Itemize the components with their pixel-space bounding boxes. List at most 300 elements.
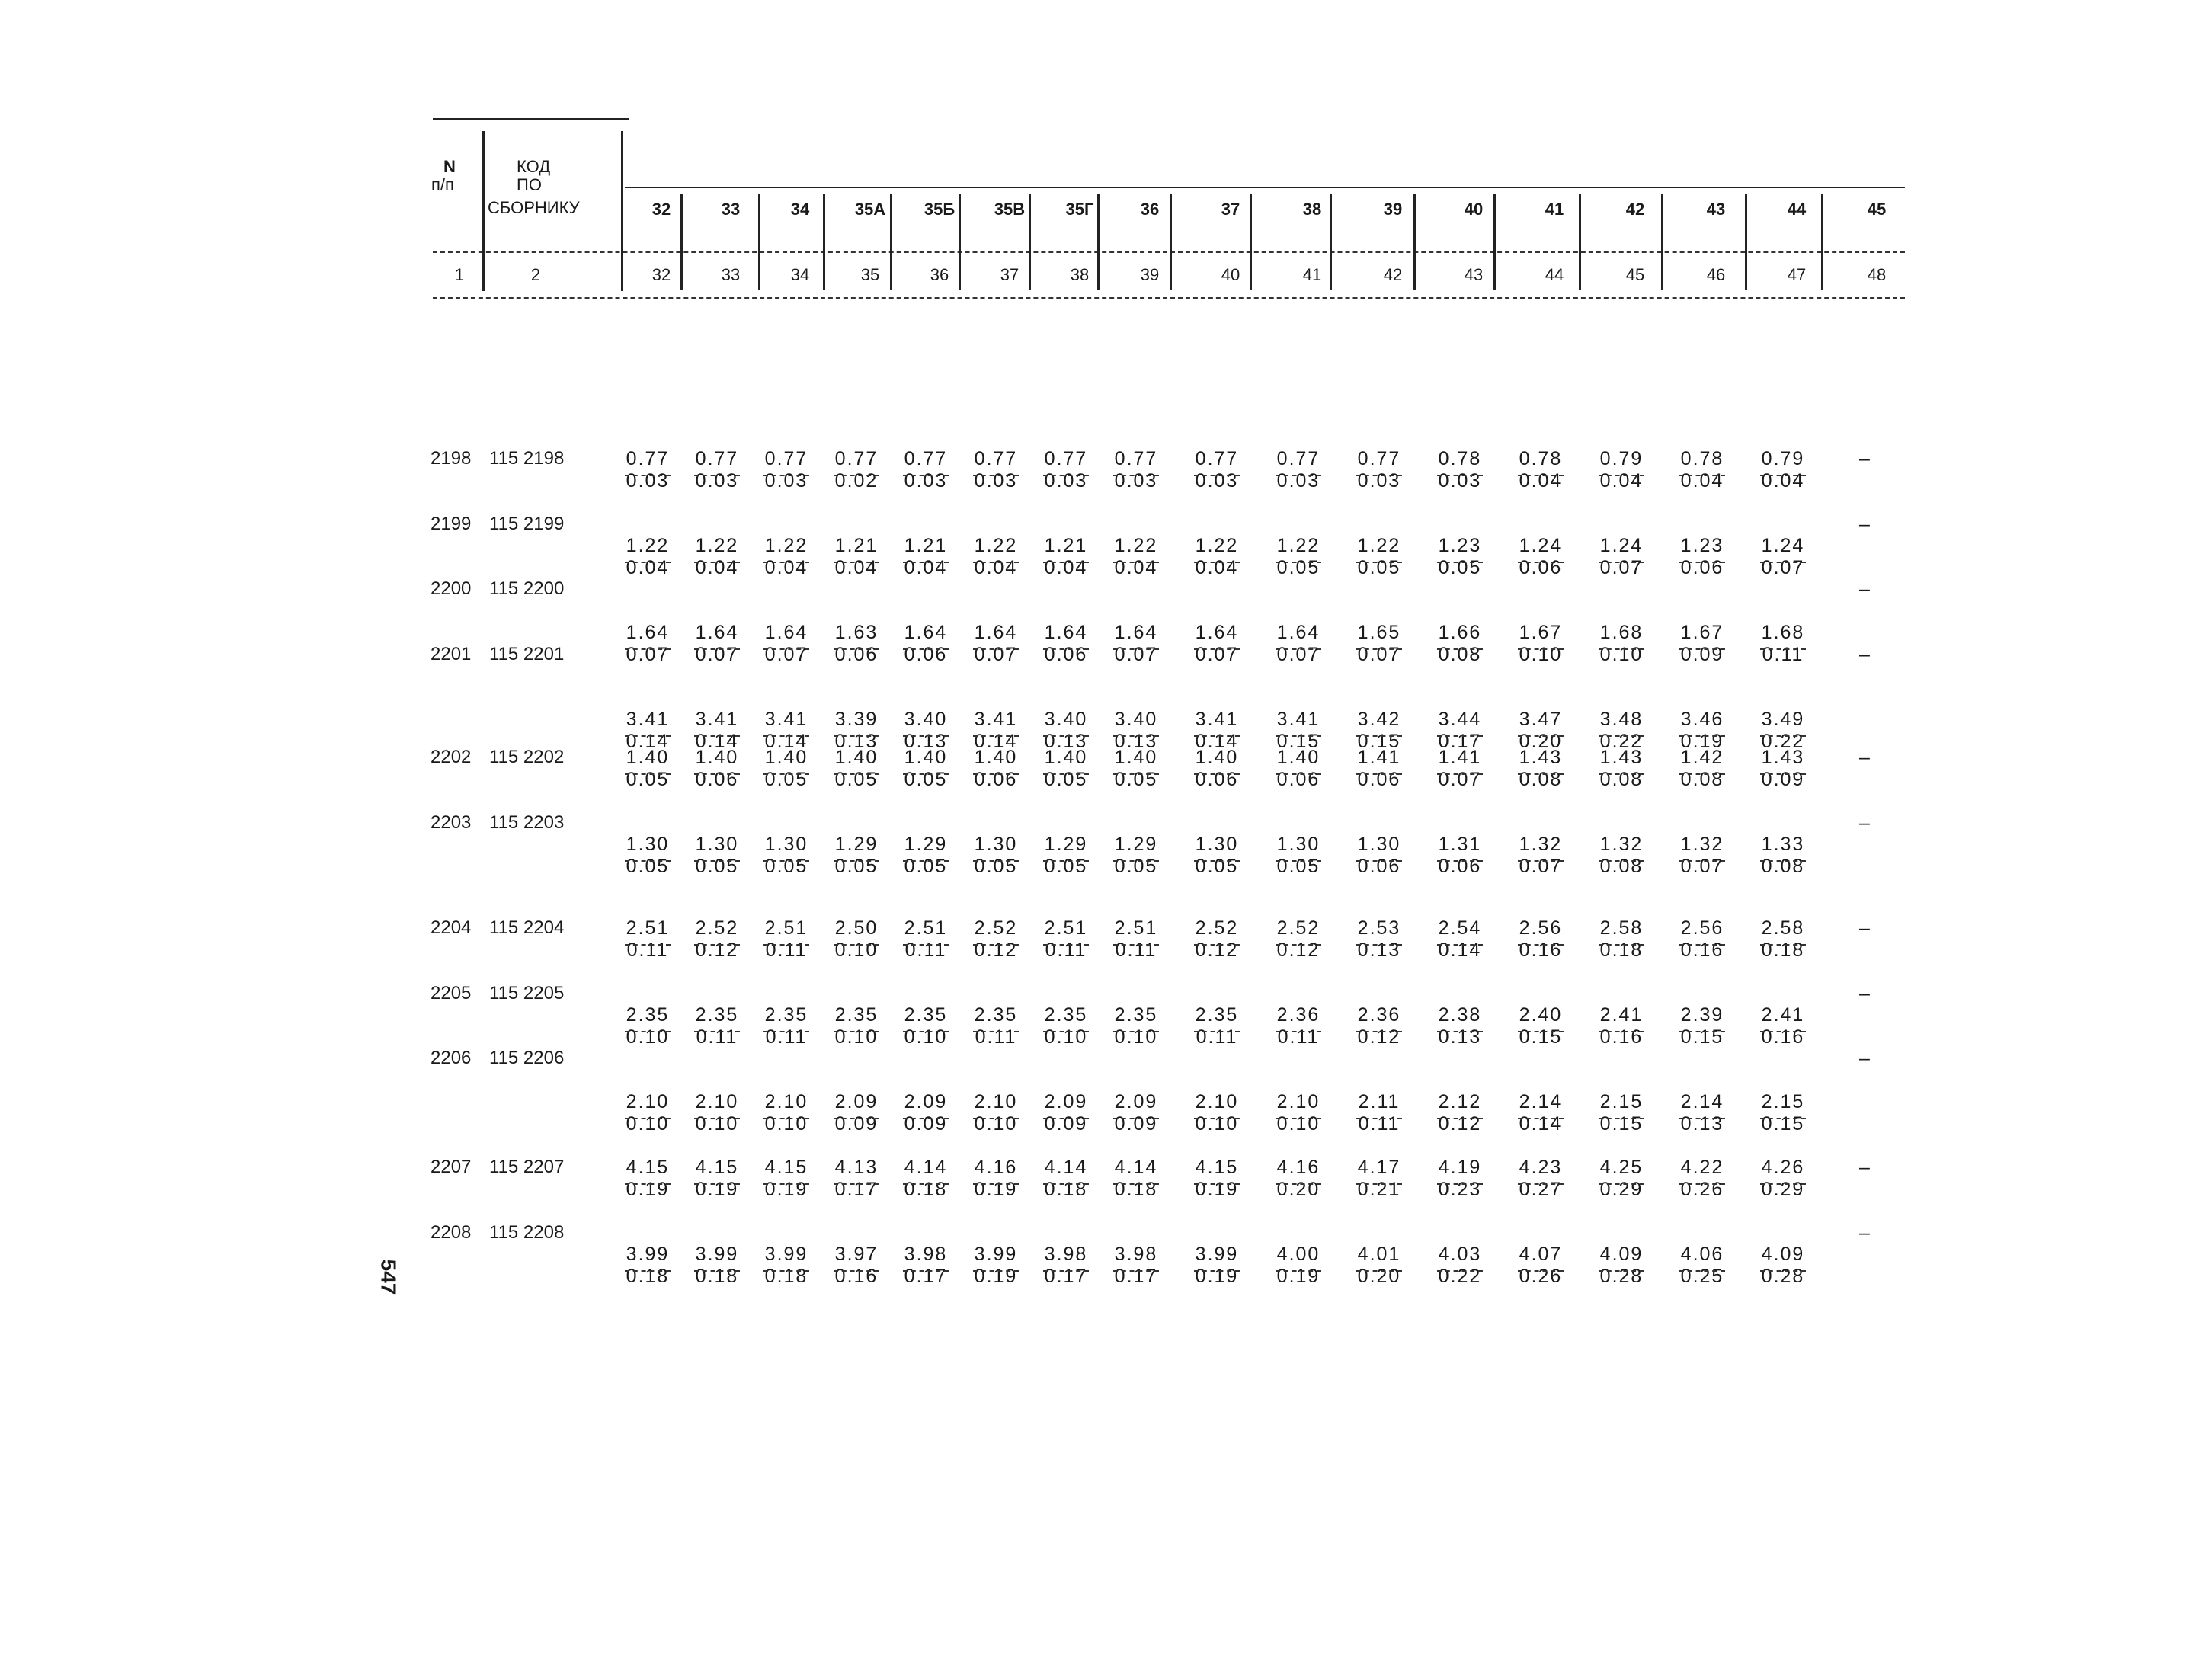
value-cell: 0.19 (1195, 1178, 1239, 1200)
header-vline (1170, 194, 1172, 290)
value-cell: 1.30 (695, 834, 739, 855)
value-cell: 0.20 (1276, 1178, 1320, 1200)
fraction-bar (1356, 860, 1402, 862)
value-cell: 0.07 (764, 643, 808, 665)
fraction-bar (625, 1031, 671, 1032)
value-cell: 2.52 (1276, 917, 1320, 939)
value-cell: 4.14 (1114, 1157, 1158, 1178)
value-cell: 0.15 (1680, 1026, 1724, 1048)
header-vline (1493, 194, 1496, 290)
value-cell: 2.41 (1761, 1004, 1805, 1026)
fraction-bar (1113, 735, 1159, 737)
fraction-bar (1356, 648, 1402, 650)
header-divider-rule (433, 251, 1905, 253)
value-cell: 0.13 (1044, 730, 1088, 752)
value-cell: 2.53 (1357, 917, 1401, 939)
value-cell: 0.11 (696, 1026, 738, 1048)
value-cell: 3.41 (1195, 709, 1239, 730)
row-code: 115 2201 (489, 643, 565, 664)
value-cell: 0.13 (834, 730, 879, 752)
value-cell: 1.41 (1438, 747, 1482, 768)
value-cell: 1.41 (1357, 747, 1401, 768)
header-vline (482, 131, 485, 291)
value-cell: 4.23 (1519, 1157, 1563, 1178)
fraction-bar (1113, 1118, 1159, 1119)
numbering-cell: 39 (1140, 265, 1160, 284)
fraction-bar (1043, 1183, 1089, 1185)
value-cell: 0.02 (834, 469, 879, 491)
row-code: 115 2203 (489, 811, 565, 833)
value-cell: 3.99 (695, 1243, 739, 1265)
fraction-bar (763, 475, 809, 476)
value-cell: 3.99 (764, 1243, 808, 1265)
value-cell: 0.05 (1044, 855, 1088, 877)
fraction-bar (1276, 944, 1321, 946)
header-top-rule (433, 118, 629, 120)
fraction-bar (1518, 648, 1564, 650)
value-cell: 0.13 (1438, 1026, 1482, 1048)
value-cell: 2.41 (1599, 1004, 1644, 1026)
value-cell: 0.18 (1599, 939, 1644, 961)
value-cell: 4.06 (1680, 1243, 1724, 1265)
fraction-bar (1760, 735, 1806, 737)
fraction-bar (834, 1270, 879, 1272)
value-cell: 2.51 (626, 917, 670, 939)
value-cell: 4.15 (764, 1157, 808, 1178)
numbering-cell: 35 (860, 265, 880, 284)
value-cell: 1.65 (1357, 622, 1401, 643)
fraction-bar (1518, 562, 1564, 563)
value-cell: 0.19 (1680, 730, 1724, 752)
row-code: 115 2199 (489, 513, 565, 534)
fraction-bar (763, 1270, 809, 1272)
fraction-bar (625, 562, 671, 563)
fraction-bar (1194, 475, 1240, 476)
numbering-cell: 46 (1706, 265, 1726, 284)
value-cell: 0.14 (695, 730, 739, 752)
value-cell: 0.06 (695, 768, 739, 790)
value-cell: 2.11 (1358, 1091, 1401, 1112)
numbering-cell: 34 (790, 265, 810, 284)
value-cell: 2.35 (834, 1004, 879, 1026)
fraction-bar (1437, 475, 1483, 476)
fraction-bar (973, 944, 1019, 946)
fraction-bar (1599, 1183, 1644, 1185)
value-cell: 0.28 (1599, 1265, 1644, 1287)
fraction-bar (1043, 735, 1089, 737)
fraction-bar (903, 562, 949, 563)
value-cell: 0.11 (626, 939, 669, 961)
fraction-bar (694, 562, 740, 563)
value-cell: 0.04 (834, 556, 879, 578)
fraction-bar (1599, 562, 1644, 563)
value-cell: 0.18 (1761, 939, 1805, 961)
fraction-bar (1599, 1118, 1644, 1119)
fraction-bar (625, 773, 671, 775)
fraction-bar (1679, 735, 1725, 737)
row-number: 2200 (431, 578, 472, 599)
group-column-header: 35В (994, 200, 1026, 219)
group-column-header: 37 (1221, 200, 1240, 219)
fraction-bar (1276, 1270, 1321, 1272)
fraction-bar (1760, 860, 1806, 862)
fraction-bar (1043, 1031, 1089, 1032)
value-cell: 1.40 (1276, 747, 1320, 768)
row-code: 115 2205 (489, 982, 565, 1003)
value-cell: 2.36 (1357, 1004, 1401, 1026)
value-cell: 3.41 (764, 709, 808, 730)
header-vline (621, 131, 623, 291)
value-cell: 0.19 (974, 1265, 1018, 1287)
value-cell: 0.07 (626, 643, 670, 665)
value-cell: 0.06 (974, 768, 1018, 790)
value-cell: 2.12 (1438, 1091, 1482, 1112)
value-cell: 0.13 (1357, 939, 1401, 961)
value-cell: 0.03 (1044, 469, 1088, 491)
fraction-bar (763, 773, 809, 775)
value-cell: 3.99 (974, 1243, 1018, 1265)
value-cell: 1.22 (1276, 535, 1320, 556)
fraction-bar (763, 562, 809, 563)
value-cell: 4.09 (1599, 1243, 1644, 1265)
fraction-bar (1194, 1118, 1240, 1119)
fraction-bar (903, 1270, 949, 1272)
header-vline (1330, 194, 1332, 290)
value-cell: 0.03 (1114, 469, 1158, 491)
fraction-bar (973, 773, 1019, 775)
header-vline (1250, 194, 1252, 290)
value-cell: 0.11 (1115, 939, 1157, 961)
fraction-bar (1518, 1183, 1564, 1185)
value-cell: 0.14 (974, 730, 1018, 752)
fraction-bar (834, 1118, 879, 1119)
value-cell: 2.35 (974, 1004, 1018, 1026)
value-cell: 0.23 (1438, 1178, 1482, 1200)
row-number: 2199 (431, 513, 472, 534)
value-cell: 0.15 (1599, 1112, 1644, 1135)
fraction-bar (1356, 1118, 1402, 1119)
value-cell: 0.11 (765, 1026, 808, 1048)
fraction-bar (1437, 944, 1483, 946)
value-cell: 0.03 (974, 469, 1018, 491)
fraction-bar (1356, 1031, 1402, 1032)
header-bottom-rule (433, 297, 1905, 299)
last-column-mark: – (1859, 643, 1871, 665)
value-cell: 0.77 (626, 448, 670, 469)
col1-label-line1: N (443, 157, 456, 176)
value-cell: 0.79 (1599, 448, 1644, 469)
fraction-bar (1043, 1118, 1089, 1119)
value-cell: 1.30 (764, 834, 808, 855)
fraction-bar (1194, 562, 1240, 563)
fraction-bar (625, 735, 671, 737)
value-cell: 1.64 (1195, 622, 1239, 643)
fraction-bar (1113, 944, 1159, 946)
value-cell: 3.49 (1761, 709, 1805, 730)
fraction-bar (1194, 860, 1240, 862)
value-cell: 1.63 (834, 622, 879, 643)
fraction-bar (1599, 735, 1644, 737)
value-cell: 2.51 (904, 917, 948, 939)
fraction-bar (1113, 562, 1159, 563)
value-cell: 0.03 (764, 469, 808, 491)
value-cell: 0.18 (1114, 1178, 1158, 1200)
fraction-bar (1276, 1118, 1321, 1119)
value-cell: 4.13 (834, 1157, 879, 1178)
fraction-bar (834, 773, 879, 775)
fraction-bar (694, 735, 740, 737)
value-cell: 0.11 (1277, 1026, 1320, 1048)
value-cell: 3.40 (1044, 709, 1088, 730)
value-cell: 0.18 (695, 1265, 739, 1287)
value-cell: 2.14 (1680, 1091, 1724, 1112)
group-column-header: 40 (1464, 200, 1484, 219)
value-cell: 0.06 (1438, 855, 1482, 877)
fraction-bar (625, 475, 671, 476)
value-cell: 0.22 (1761, 730, 1805, 752)
value-cell: 0.04 (904, 556, 948, 578)
value-cell: 3.42 (1357, 709, 1401, 730)
fraction-bar (834, 735, 879, 737)
value-cell: 2.09 (834, 1091, 879, 1112)
value-cell: 0.05 (1276, 855, 1320, 877)
value-cell: 0.15 (1276, 730, 1320, 752)
numbering-cell: 37 (1000, 265, 1020, 284)
value-cell: 0.13 (904, 730, 948, 752)
value-cell: 3.47 (1519, 709, 1563, 730)
value-cell: 1.66 (1438, 622, 1482, 643)
fraction-bar (694, 1183, 740, 1185)
value-cell: 1.21 (1044, 535, 1088, 556)
value-cell: 0.08 (1680, 768, 1724, 790)
value-cell: 0.06 (1519, 556, 1563, 578)
fraction-bar (1194, 1031, 1240, 1032)
fraction-bar (1276, 475, 1321, 476)
fraction-bar (1043, 648, 1089, 650)
group-column-header: 41 (1545, 200, 1564, 219)
value-cell: 0.07 (974, 643, 1018, 665)
value-cell: 1.30 (1195, 834, 1239, 855)
value-cell: 0.77 (1276, 448, 1320, 469)
fraction-bar (973, 1118, 1019, 1119)
value-cell: 0.13 (1680, 1112, 1724, 1135)
value-cell: 0.08 (1438, 643, 1482, 665)
fraction-bar (973, 475, 1019, 476)
col2-label-line1: КОД (517, 157, 551, 176)
header-vline (1097, 194, 1100, 290)
fraction-bar (625, 1118, 671, 1119)
row-number: 2204 (431, 917, 472, 938)
fraction-bar (1518, 475, 1564, 476)
value-cell: 1.42 (1680, 747, 1724, 768)
fraction-bar (1599, 475, 1644, 476)
value-cell: 2.35 (904, 1004, 948, 1026)
value-cell: 2.10 (764, 1091, 808, 1112)
last-column-mark: – (1859, 1157, 1871, 1178)
value-cell: 0.10 (834, 1026, 879, 1048)
fraction-bar (973, 860, 1019, 862)
value-cell: 1.64 (1276, 622, 1320, 643)
value-cell: 0.17 (834, 1178, 879, 1200)
fraction-bar (763, 860, 809, 862)
fraction-bar (834, 1031, 879, 1032)
value-cell: 0.20 (1519, 730, 1563, 752)
value-cell: 0.14 (764, 730, 808, 752)
fraction-bar (1356, 1183, 1402, 1185)
value-cell: 2.10 (1195, 1091, 1239, 1112)
value-cell: 0.28 (1761, 1265, 1805, 1287)
group-column-header: 32 (651, 200, 671, 219)
value-cell: 0.04 (1114, 556, 1158, 578)
value-cell: 0.04 (1195, 556, 1239, 578)
fraction-bar (1437, 562, 1483, 563)
fraction-bar (1437, 773, 1483, 775)
fraction-bar (1599, 1031, 1644, 1032)
fraction-bar (834, 944, 879, 946)
value-cell: 0.08 (1599, 768, 1644, 790)
value-cell: 4.26 (1761, 1157, 1805, 1178)
value-cell: 0.16 (1599, 1026, 1644, 1048)
value-cell: 0.12 (1276, 939, 1320, 961)
value-cell: 0.06 (1357, 855, 1401, 877)
value-cell: 1.22 (764, 535, 808, 556)
numbering-cell: 47 (1787, 265, 1807, 284)
value-cell: 4.07 (1519, 1243, 1563, 1265)
fraction-bar (1760, 1270, 1806, 1272)
value-cell: 1.30 (626, 834, 670, 855)
fraction-bar (1599, 860, 1644, 862)
value-cell: 0.14 (626, 730, 670, 752)
value-cell: 2.15 (1761, 1091, 1805, 1112)
fraction-bar (1599, 1270, 1644, 1272)
value-cell: 3.40 (1114, 709, 1158, 730)
page-number: 547 (376, 1259, 401, 1295)
value-cell: 4.16 (1276, 1157, 1320, 1178)
fraction-bar (1276, 1031, 1321, 1032)
value-cell: 2.51 (1114, 917, 1158, 939)
value-cell: 0.19 (1276, 1265, 1320, 1287)
value-cell: 2.51 (1044, 917, 1088, 939)
fraction-bar (1043, 860, 1089, 862)
last-column-mark: – (1859, 448, 1871, 469)
fraction-bar (1437, 735, 1483, 737)
value-cell: 0.14 (1438, 939, 1482, 961)
fraction-bar (973, 735, 1019, 737)
value-cell: 0.04 (695, 556, 739, 578)
numbering-cell: 1 (454, 265, 465, 284)
value-cell: 4.22 (1680, 1157, 1724, 1178)
row-number: 2201 (431, 643, 472, 664)
fraction-bar (1679, 562, 1725, 563)
value-cell: 0.03 (1276, 469, 1320, 491)
fraction-bar (973, 648, 1019, 650)
value-cell: 0.15 (1761, 1112, 1805, 1135)
group-column-header: 35Г (1065, 200, 1094, 219)
value-cell: 3.48 (1599, 709, 1644, 730)
value-cell: 2.35 (764, 1004, 808, 1026)
value-cell: 2.54 (1438, 917, 1482, 939)
value-cell: 0.05 (904, 855, 948, 877)
fraction-bar (763, 1031, 809, 1032)
value-cell: 1.21 (904, 535, 948, 556)
fraction-bar (694, 860, 740, 862)
fraction-bar (834, 860, 879, 862)
value-cell: 1.40 (695, 747, 739, 768)
value-cell: 1.32 (1599, 834, 1644, 855)
fraction-bar (834, 475, 879, 476)
fraction-bar (625, 860, 671, 862)
value-cell: 4.00 (1276, 1243, 1320, 1265)
header-vline (1579, 194, 1581, 290)
fraction-bar (694, 944, 740, 946)
value-cell: 0.15 (1357, 730, 1401, 752)
value-cell: 2.09 (904, 1091, 948, 1112)
value-cell: 1.22 (695, 535, 739, 556)
row-code: 115 2208 (489, 1221, 565, 1243)
fraction-bar (1276, 1183, 1321, 1185)
fraction-bar (1437, 860, 1483, 862)
value-cell: 0.20 (1357, 1265, 1401, 1287)
fraction-bar (1760, 944, 1806, 946)
value-cell: 0.07 (1357, 643, 1401, 665)
fraction-bar (1437, 1031, 1483, 1032)
fraction-bar (834, 648, 879, 650)
value-cell: 0.11 (765, 939, 808, 961)
value-cell: 4.15 (695, 1157, 739, 1178)
value-cell: 0.77 (1195, 448, 1239, 469)
value-cell: 1.24 (1599, 535, 1644, 556)
numbering-cell: 32 (651, 265, 671, 284)
value-cell: 1.40 (904, 747, 948, 768)
value-cell: 0.10 (1599, 643, 1644, 665)
value-cell: 0.09 (834, 1112, 879, 1135)
value-cell: 0.26 (1519, 1265, 1563, 1287)
value-cell: 0.27 (1519, 1178, 1563, 1200)
numbering-cell: 44 (1545, 265, 1564, 284)
value-cell: 0.04 (1599, 469, 1644, 491)
value-cell: 4.17 (1357, 1157, 1401, 1178)
value-cell: 0.08 (1761, 855, 1805, 877)
fraction-bar (1679, 1183, 1725, 1185)
fraction-bar (903, 944, 949, 946)
value-cell: 1.22 (1114, 535, 1158, 556)
value-cell: 0.06 (834, 643, 879, 665)
value-cell: 0.06 (904, 643, 948, 665)
value-cell: 2.52 (695, 917, 739, 939)
fraction-bar (1113, 773, 1159, 775)
value-cell: 0.04 (1761, 469, 1805, 491)
numbering-cell: 40 (1221, 265, 1240, 284)
value-cell: 0.17 (1114, 1265, 1158, 1287)
row-number: 2203 (431, 811, 472, 833)
value-cell: 0.10 (695, 1112, 739, 1135)
value-cell: 2.09 (1114, 1091, 1158, 1112)
group-column-header: 38 (1302, 200, 1322, 219)
fraction-bar (1518, 944, 1564, 946)
value-cell: 0.07 (1599, 556, 1644, 578)
value-cell: 1.29 (1044, 834, 1088, 855)
fraction-bar (1113, 475, 1159, 476)
value-cell: 0.06 (1276, 768, 1320, 790)
value-cell: 0.12 (974, 939, 1018, 961)
value-cell: 0.06 (1044, 643, 1088, 665)
value-cell: 3.98 (1044, 1243, 1088, 1265)
fraction-bar (1518, 860, 1564, 862)
value-cell: 0.08 (1519, 768, 1563, 790)
fraction-bar (1679, 1270, 1725, 1272)
row-code: 115 2204 (489, 917, 565, 938)
value-cell: 3.99 (1195, 1243, 1239, 1265)
